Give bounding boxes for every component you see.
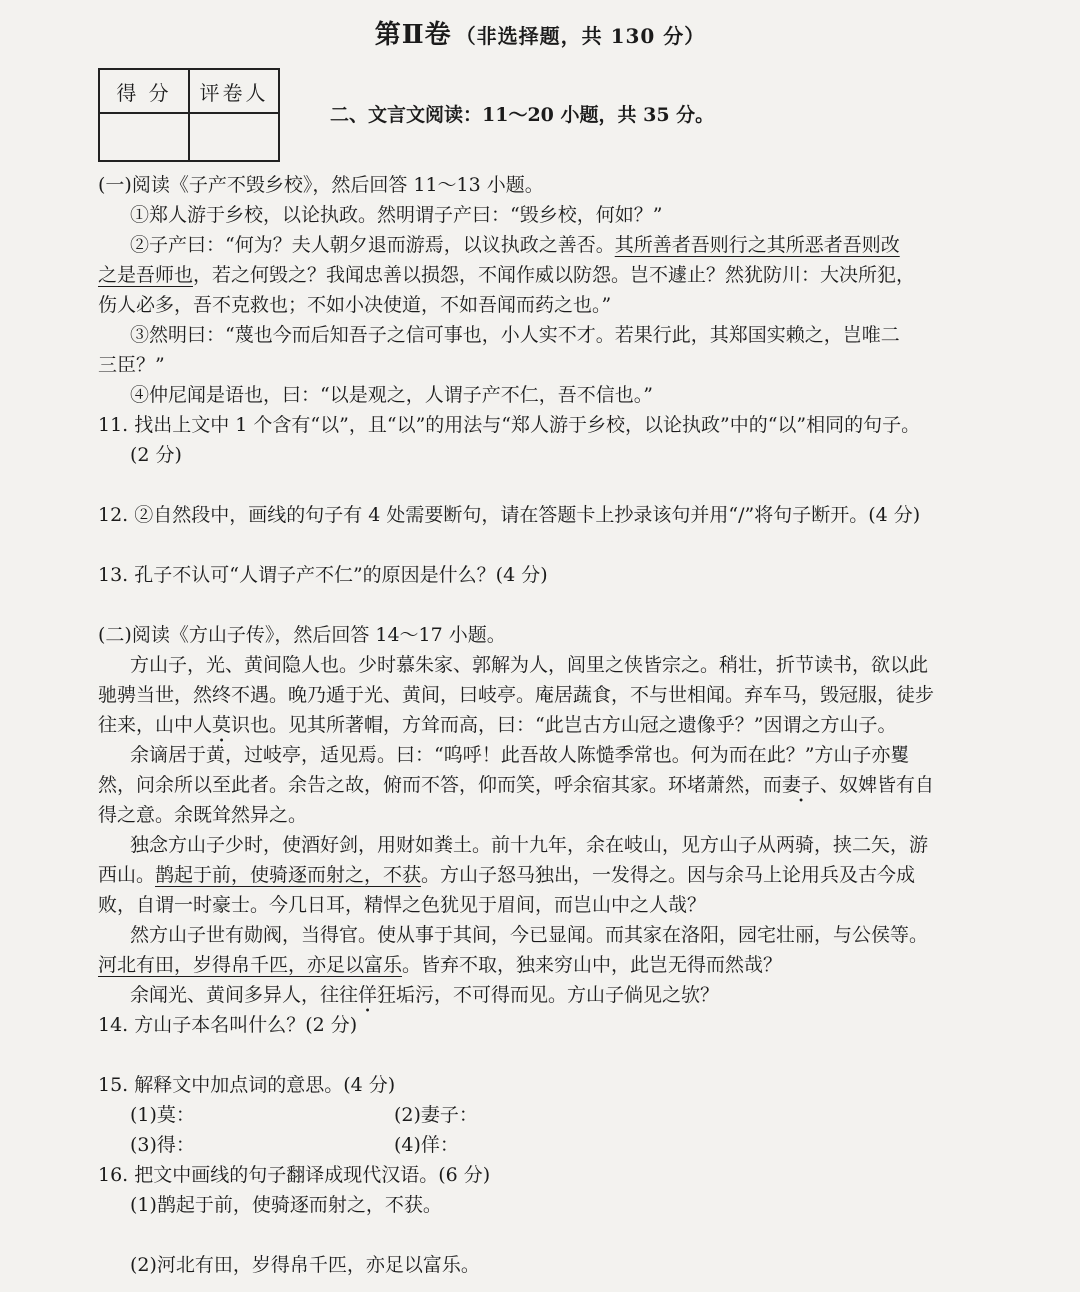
underlined-sentence-end: 之是吾师也	[98, 264, 194, 286]
passage1-para2-cont: 之是吾师也，若之何毁之？我闻忠善以损怨，不闻作威以防怨。岂不遽止？然犹防川：大决所犯，	[98, 264, 916, 286]
question-15: 15. 解释文中加点词的意思。(4 分)	[98, 1074, 396, 1096]
question-15-part1: (1)莫：	[130, 1104, 195, 1126]
section-heading: 二、文言文阅读：11～20 小题，共 35 分。	[330, 104, 715, 126]
grader-header: 评卷人	[189, 69, 279, 113]
score-cell[interactable]	[99, 113, 189, 161]
passage1-para3-end: 三臣？”	[98, 354, 165, 376]
page-title	[0, 14, 1080, 51]
passage1-para4: ④仲尼闻是语也，曰：“以是观之，人谓子产不仁，吾不信也。”	[130, 384, 653, 406]
passage1-para2: ②子产曰：“何为？夫人朝夕退而游焉，以议执政之善否。其所善者吾则行之其所恶者吾则改	[130, 234, 900, 256]
passage2-intro: (二)阅读《方山子传》，然后回答 14～17 小题。	[98, 624, 506, 646]
passage2-line11: 河北有田，岁得帛千匹，亦足以富乐。皆弃不取，独来穷山中，此岂无得而然哉？	[98, 954, 783, 976]
passage2-line6: 得之意。余既耸然异之。	[98, 804, 308, 826]
passage2-line2: 驰骋当世，然终不遇。晚乃遁于光、黄间，曰岐亭。庵居蔬食，不与世相闻。弃车马，毁冠服，徒步	[98, 684, 935, 706]
passage1-intro: (一)阅读《子产不毁乡校》，然后回答 11～13 小题。	[98, 174, 544, 196]
passage2-line1: 方山子，光、黄间隐人也。少时慕朱家、郭解为人，闾里之侠皆宗之。稍壮，折节读书，欲以此	[130, 654, 929, 676]
question-15-part3: (3)得：	[130, 1134, 195, 1156]
title-sub: （非选择题，共 130 分）	[455, 24, 706, 48]
passage2-line12: 余闻光、黄间多异人，往往佯狂垢污，不可得而见。方山子倘见之欤？	[130, 984, 720, 1006]
question-13: 13. 孔子不认可“人谓子产不仁”的原因是什么？(4 分)	[98, 564, 548, 586]
passage2-line3: 往来，山中人莫识也。见其所著帽，方耸而高，曰：“此岂古方山冠之遗像乎？”因谓之方山子。	[98, 714, 897, 736]
question-12: 12. ②自然段中，画线的句子有 4 处需要断句，请在答题卡上抄录该句并用“/”将句子断开。(4 分)	[98, 504, 921, 526]
question-11-points: (2 分)	[130, 444, 182, 466]
dotted-word-mo: 莫	[212, 714, 232, 736]
question-16-part2: (2)河北有田，岁得帛千匹，亦足以富乐。	[130, 1254, 480, 1276]
question-14: 14. 方山子本名叫什么？(2 分)	[98, 1014, 358, 1036]
passage2-line10: 然方山子世有勋阀，当得官。使从事于其间，今已显闻。而其家在洛阳，园宅壮丽，与公侯等。	[130, 924, 929, 946]
passage2-line9: 败，自谓一时豪士。今几日耳，精悍之色犹见于眉间，而岂山中之人哉？	[98, 894, 707, 916]
dotted-word-qizi: 妻子	[782, 774, 821, 796]
grader-cell[interactable]	[189, 113, 279, 161]
underlined-sentence: 其所善者吾则行之其所恶者吾则改	[614, 234, 900, 256]
score-table	[98, 68, 280, 162]
underlined-sentence-1: 鹊起于前，使骑逐而射之，不获	[155, 864, 422, 886]
passage2-line5: 然，问余所以至此者。余告之故，俯而不答，仰而笑，呼余宿其家。环堵萧然，而妻子、奴婢皆有自	[98, 774, 935, 796]
passage1-para3: ③然明曰：“蔑也今而后知吾子之信可事也，小人实不才。若果行此，其郑国实赖之，岂唯二	[130, 324, 900, 346]
passage1-para2-end: 伤人必多，吾不克救也；不如小决使道，不如吾闻而药之也。”	[98, 294, 612, 316]
question-15-part2: (2)妻子：	[394, 1104, 478, 1126]
question-15-part4: (4)佯：	[394, 1134, 459, 1156]
passage2-line8: 西山。鹊起于前，使骑逐而射之，不获。方山子怒马独出，一发得之。因与余马上论用兵及古今成	[98, 864, 916, 886]
underlined-sentence-2: 河北有田，岁得帛千匹，亦足以富乐	[98, 954, 403, 976]
title-main: 第Ⅱ卷	[374, 20, 452, 50]
question-16-part1: (1)鹊起于前，使骑逐而射之，不获。	[130, 1194, 442, 1216]
passage1-para1: ①郑人游于乡校，以论执政。然明谓子产曰：“毁乡校，何如？”	[130, 204, 663, 226]
score-header: 得 分	[99, 69, 189, 113]
question-11: 11. 找出上文中 1 个含有“以”，且“以”的用法与“郑人游于乡校，以论执政”中的“以”相同的句子。	[98, 414, 921, 436]
question-16: 16. 把文中画线的句子翻译成现代汉语。(6 分)	[98, 1164, 491, 1186]
dotted-word-yang: 佯	[358, 984, 378, 1006]
passage2-line4: 余谪居于黄，过岐亭，适见焉。曰：“呜呼！此吾故人陈慥季常也。何为而在此？”方山子亦矍	[130, 744, 910, 766]
passage2-line7: 独念方山子少时，使酒好剑，用财如粪土。前十九年，余在岐山，见方山子从两骑，挟二矢，游	[130, 834, 929, 856]
